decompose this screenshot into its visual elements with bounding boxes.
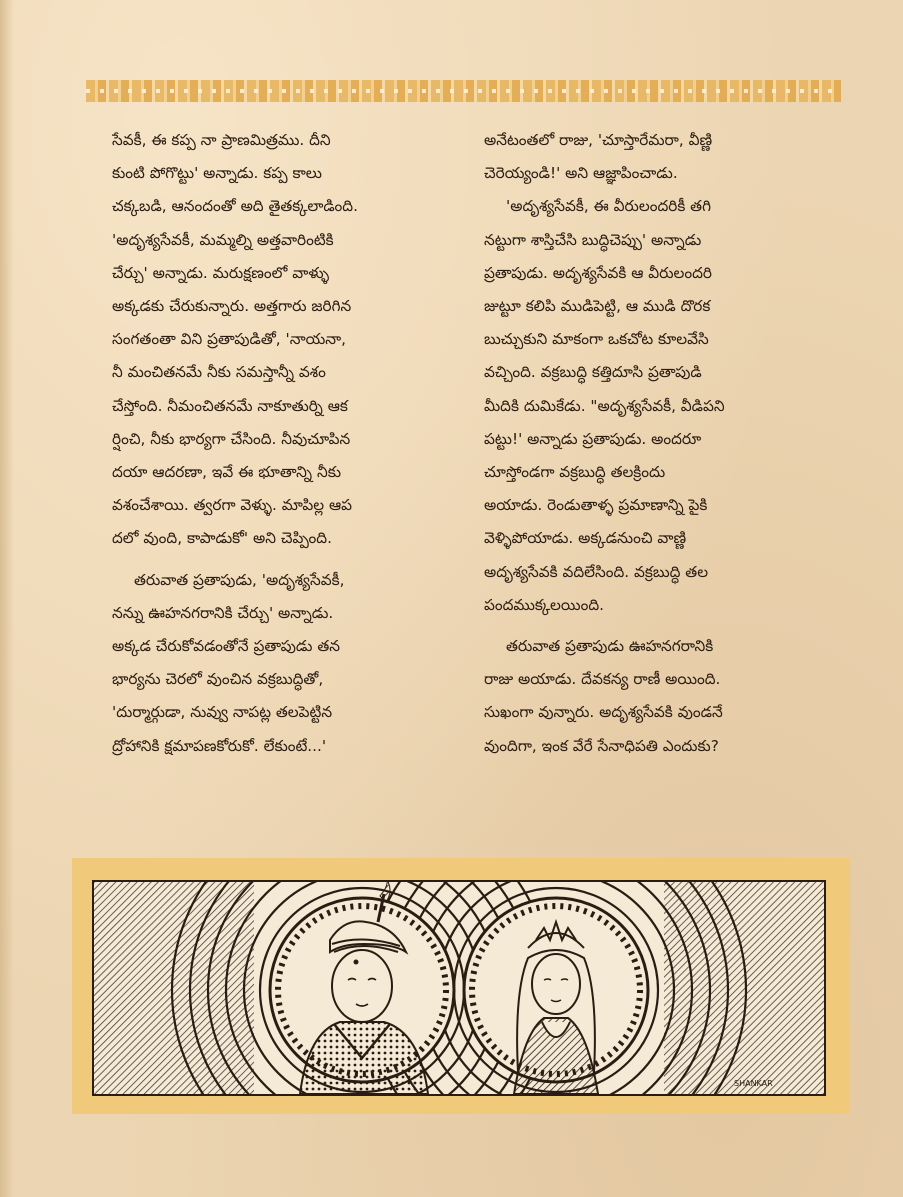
left-hatched-panel [94,882,254,1094]
text-line: దయా ఆదరణా, ఇవే ఈ భూతాన్ని నీకు [112,463,341,482]
left-paragraph-1 [112,124,457,556]
text-line: 'అదృశ్యసేవకీ, ఈ వీరులందరికీ తగి [506,197,711,216]
page-binding-shadow [0,0,14,1197]
decorative-header-band [86,80,841,102]
text-line: అక్కడకు చేరుకున్నారు. అత్తగారు జరిగిన [112,297,352,316]
text-line: ప్రతాపుడు. అదృశ్యసేవకి ఆ వీరులందరి [484,263,712,282]
text-line: అనేటంతలో రాజు, 'చూస్తారేమరా, వీణ్ణి [484,131,713,149]
text-line: నట్టుగా శాస్తిచేసి బుద్ధిచెప్పు' అన్నాడు [484,230,702,249]
text-line: అదృశ్యసేవకి వదిలేసింది. వక్రబుద్ధి తల [484,562,709,581]
text-line: సుఖంగా వున్నారు. అదృశ్యసేవకి వుండనే [484,703,723,722]
text-line: చూస్తోండగా వక్రబుద్ధి తలక్రిందు [484,463,666,482]
text-line: ర్షించి, నీకు భార్యగా చేసింది. నీవుచూపిన [112,429,351,448]
text-line: చెరెయ్యండి!' అని ఆజ్ఞాపించాడు. [484,164,678,183]
artist-signature: SHANKAR [734,1079,773,1088]
text-line: మీదికి దుమికేడు. "అదృశ్యసేవకీ, వీడిపని [484,396,725,415]
text-line: వశంచేశాయి. త్వరగా వెళ్ళు. మాపిల్ల ఆప [112,496,353,515]
text-line: తరువాత ప్రతాపుడు, 'అదృశ్యసేవకీ, [134,570,345,589]
text-line: వచ్చింది. వక్రబుద్ధి కత్తిదూసి ప్రతాపుడి [484,363,702,382]
text-line: చేస్తోంది. నీమంచితనమే నాకూతుర్ని ఆక [112,396,348,415]
right-hatched-panel [664,882,824,1094]
right-paragraph-1 [484,124,829,190]
text-line: పందముక్కలయింది. [484,595,604,614]
text-line: సంగతంతా విని ప్రతాపుడితో, 'నాయనా, [112,330,347,349]
text-line: 'అదృశ్యసేవకీ, మమ్మల్ని అత్తవారింటికి [112,230,334,249]
right-paragraph-3 [484,630,829,763]
text-line: తరువాత ప్రతాపుడు ఊహనగరానికి [506,637,714,656]
text-line: సేవకీ, ఈ కప్ప నా ప్రాణమిత్రము. దీని [112,131,331,149]
right-text-column [484,124,829,763]
text-line: ద్రోహానికి క్షమాపణకోరుకో. లేకుంటే...' [112,736,327,755]
text-line: కుంటి పోగొట్టు' అన్నాడు. కప్ప కాలు [112,164,322,183]
text-line: దలో వుంది, కాపాడుకో' అని చెప్పింది. [112,529,332,548]
right-paragraph-2 [484,190,829,622]
text-line: చేర్చు' అన్నాడు. మరుక్షణంలో వాళ్ళు [112,263,330,282]
text-line: రాజు అయాడు. దేవకన్య రాణీ అయింది. [484,670,721,689]
text-line: నీ మంచితనమే నీకు సమస్తాన్నీ వశం [112,363,326,382]
text-line: అక్కడ చేరుకోవడంతోనే ప్రతాపుడు తన [112,637,340,656]
text-line: బుచ్చుకుని మాకంగా ఒకచోట కూలవేసి [484,330,709,349]
text-line: జుట్టూ కలిపి ముడిపెట్టి, ఆ ముడి దొరక [484,297,711,316]
portrait-artwork [94,882,824,1094]
text-line: పట్టు!' అన్నాడు ప్రతాపుడు. అందరూ [484,429,702,448]
left-paragraph-2 [112,564,457,763]
text-line: చక్కబడి, ఆనందంతో అది తైతక్కలాడింది. [112,197,358,216]
king-queen-illustration [92,880,826,1096]
text-line: అయాడు. రెండుతాళ్ళ ప్రమాణాన్ని పైకి [484,496,708,515]
left-text-column [112,124,457,763]
text-line: 'దుర్మార్గుడా, నువ్వు నాపట్ల తలపెట్టిన [112,703,333,722]
text-line: నన్ను ఊహనగరానికి చేర్చు' అన్నాడు. [112,603,334,622]
text-line: వెళ్ళిపోయాడు. అక్కడనుంచి వాణ్ణి [484,529,687,548]
text-line: వుందిగా, ఇంక వేరే సేనాధిపతి ఎందుకు? [484,736,719,755]
text-line: భార్యను చెరలో వుంచిన వక్రబుద్ధితో, [112,670,324,689]
